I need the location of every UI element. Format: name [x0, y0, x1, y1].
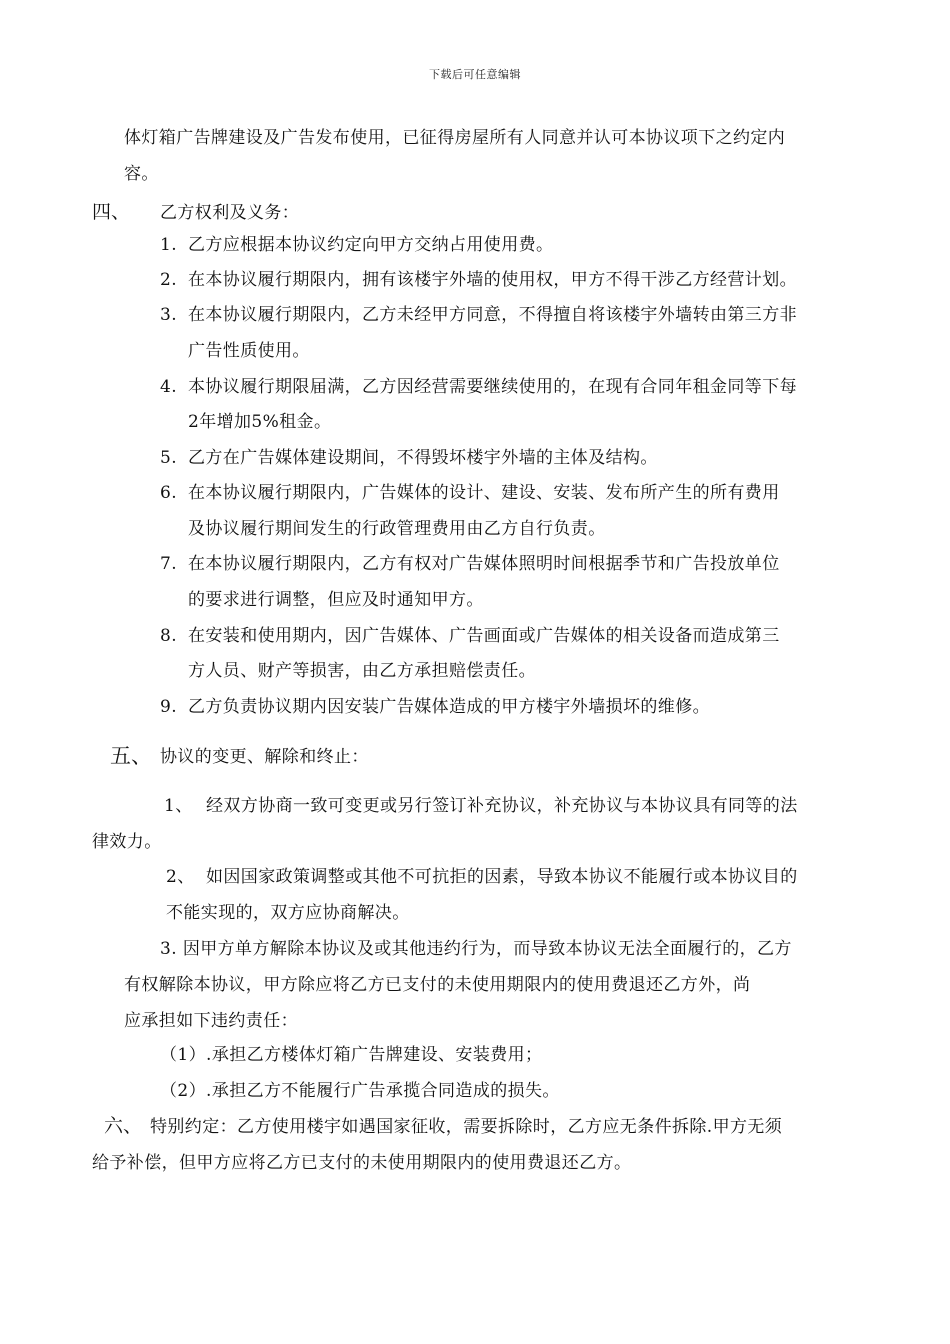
section-6-line-2: 给予补偿，但甲方应将乙方已支付的未使用期限内的使用费退还乙方。 [92, 1153, 632, 1173]
section-5-p2-continuation: 不能实现的，双方应协商解决。 [166, 903, 410, 923]
section-5-p2-text: 如因国家政策调整或其他不可抗拒的因素，导致本协议不能履行或本协议目的 [206, 867, 798, 887]
section-5-p2-number: 2、 [166, 867, 195, 887]
section-5-p3-line-1: 3. 因甲方单方解除本协议及或其他违约行为，而导致本协议无法全面履行的，乙方 [160, 939, 792, 959]
item-8-number: 8. [160, 626, 178, 646]
section-6-line-1: 特别约定：乙方使用楼宇如遇国家征收，需要拆除时，乙方应无条件拆除.甲方无须 [150, 1117, 783, 1137]
item-6-number: 6. [160, 483, 178, 503]
section-5-p3-line-2: 有权解除本协议，甲方除应将乙方已支付的未使用期限内的使用费退还乙方外，尚 [124, 975, 751, 995]
item-2-text: 在本协议履行期限内，拥有该楼宇外墙的使用权，甲方不得干涉乙方经营计划。 [188, 270, 797, 290]
section-5-sub-1: （1）.承担乙方楼体灯箱广告牌建设、安装费用； [160, 1045, 543, 1065]
intro-line-1: 体灯箱广告牌建设及广告发布使用，已征得房屋所有人同意并认可本协议项下之约定内 [124, 128, 786, 148]
item-2-number: 2. [160, 270, 178, 290]
item-9-text: 乙方负责协议期内因安装广告媒体造成的甲方楼宇外墙损坏的维修。 [188, 697, 710, 717]
section-5-p1-continuation: 律效力。 [92, 832, 162, 852]
item-7-number: 7. [160, 554, 178, 574]
section-5-p1-text: 经双方协商一致可变更或另行签订补充协议，补充协议与本协议具有同等的法 [206, 796, 798, 816]
item-6-continuation: 及协议履行期间发生的行政管理费用由乙方自行负责。 [188, 519, 606, 539]
intro-line-2: 容。 [124, 164, 159, 184]
item-4-number: 4. [160, 377, 178, 397]
item-4-continuation: 2年增加5%租金。 [188, 412, 332, 432]
page-header-note: 下载后可任意编辑 [429, 68, 521, 81]
item-7-text: 在本协议履行期限内，乙方有权对广告媒体照明时间根据季节和广告投放单位 [188, 554, 780, 574]
item-9-number: 9. [160, 697, 178, 717]
section-4-number: 四、 [92, 201, 131, 223]
item-7-continuation: 的要求进行调整，但应及时通知甲方。 [188, 590, 484, 610]
item-3-number: 3. [160, 305, 178, 325]
item-5-text: 乙方在广告媒体建设期间，不得毁坏楼宇外墙的主体及结构。 [188, 448, 658, 468]
section-5-number: 五、 [110, 744, 152, 768]
item-1-text: 乙方应根据本协议约定向甲方交纳占用使用费。 [188, 235, 554, 255]
item-5-number: 5. [160, 448, 178, 468]
item-6-text: 在本协议履行期限内，广告媒体的设计、建设、安装、发布所产生的所有费用 [188, 483, 780, 503]
item-4-text: 本协议履行期限届满，乙方因经营需要继续使用的，在现有合同年租金同等下每 [188, 377, 797, 397]
item-3-continuation: 广告性质使用。 [188, 341, 310, 361]
section-4-title: 乙方权利及义务： [160, 203, 300, 223]
section-6-number: 六、 [104, 1115, 143, 1137]
section-5-title: 协议的变更、解除和终止： [160, 747, 369, 767]
item-8-continuation: 方人员、财产等损害，由乙方承担赔偿责任。 [188, 661, 536, 681]
section-5-p1-number: 1、 [164, 796, 193, 816]
item-1-number: 1. [160, 235, 178, 255]
item-3-text: 在本协议履行期限内，乙方未经甲方同意，不得擅自将该楼宇外墙转由第三方非 [188, 305, 797, 325]
section-5-sub-2: （2）.承担乙方不能履行广告承揽合同造成的损失。 [160, 1081, 560, 1101]
section-5-p3-line-3: 应承担如下违约责任： [124, 1011, 298, 1031]
item-8-text: 在安装和使用期内，因广告媒体、广告画面或广告媒体的相关设备而造成第三 [188, 626, 780, 646]
